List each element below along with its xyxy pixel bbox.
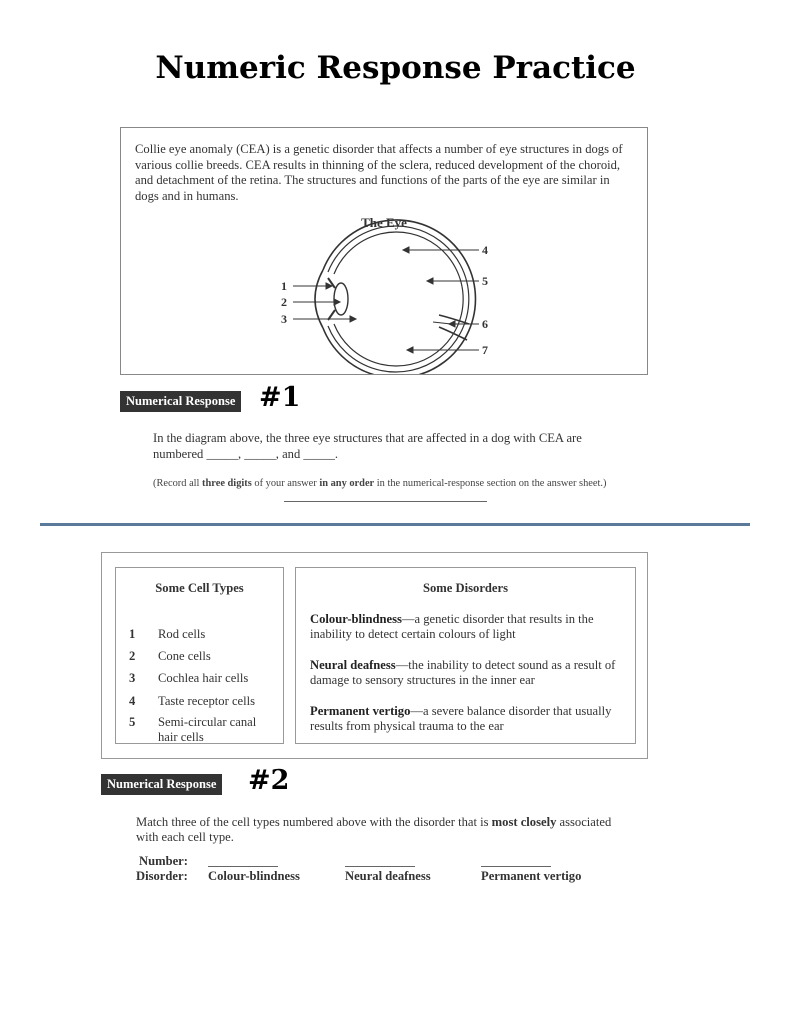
disorder-item: Colour-blindness—a genetic disorder that results in the inability to detect certain colours of light: [310, 612, 594, 642]
question-2-prompt: Match three of the cell types numbered above with the disorder that is most closely associated with each cell type.: [136, 815, 612, 845]
answer-disorder-3: Permanent vertigo: [481, 869, 582, 883]
disorders-title: Some Disorders: [423, 581, 508, 595]
eye-diagram-title: The Eye: [361, 215, 407, 230]
answer-disorder-1: Colour-blindness: [208, 869, 300, 883]
eye-lens: [334, 283, 348, 315]
eye-label-4: 4: [482, 243, 488, 257]
eye-label-5: 5: [482, 274, 488, 288]
eye-retina: [334, 232, 463, 366]
numerical-response-badge-2: Numerical Response: [101, 774, 222, 795]
question-number-2: #2: [248, 765, 290, 796]
number-blank-2: [345, 866, 415, 867]
disorder-item: Permanent vertigo—a severe balance disorder that usually results from physical trauma to the ear: [310, 704, 612, 734]
question-1-note: (Record all three digits of your answer in any order in the numerical-response section on the answer sheet.): [153, 478, 607, 489]
eye-label-3: 3: [281, 312, 287, 326]
disorder-item: Neural deafness—the inability to detect sound as a result of damage to sensory structures in the inner ear: [310, 658, 616, 688]
cell-disorder-box: [101, 552, 648, 759]
number-blank-3: [481, 866, 551, 867]
numerical-response-badge-1: Numerical Response: [120, 391, 241, 412]
disorders-box: [295, 567, 636, 744]
number-blank-1: [208, 866, 278, 867]
eye-diagram: [121, 128, 647, 374]
eye-label-1: 1: [281, 279, 287, 293]
question-1-prompt: In the diagram above, the three eye structures that are affected in a dog with CEA are numbered _____, _____, and _____.: [153, 431, 582, 461]
eye-label-6: 6: [482, 317, 488, 331]
answer-line-1: [284, 501, 487, 502]
cell-types-box: Some Cell Types 1 Rod cells 2 Cone cells 3 Cochlea hair cells 4 Taste receptor cells 5 Semi-circular canal hair cells: [115, 567, 284, 744]
answer-disorder-2: Neural deafness: [345, 869, 431, 883]
section-divider: [40, 523, 750, 526]
eye-sclera: [323, 220, 475, 374]
question-number-1: #1: [259, 382, 301, 413]
eye-label-2: 2: [281, 295, 287, 309]
eye-passage-box: [120, 127, 648, 375]
page-title: Numeric Response Practice: [155, 50, 636, 86]
number-label: Number:: [139, 854, 188, 868]
cell-types-title: Some Cell Types: [155, 581, 244, 595]
disorder-label: Disorder:: [136, 869, 188, 883]
eye-intro-text: Collie eye anomaly (CEA) is a genetic disorder that affects a number of eye structures in dogs of various collie breeds. CEA results in thinning of the sclera, reduced development of the choroid, and detachment of the retina. The structures and functions of the parts of the eye are similar in dogs and in humans.: [135, 142, 623, 203]
eye-label-7: 7: [482, 343, 488, 357]
